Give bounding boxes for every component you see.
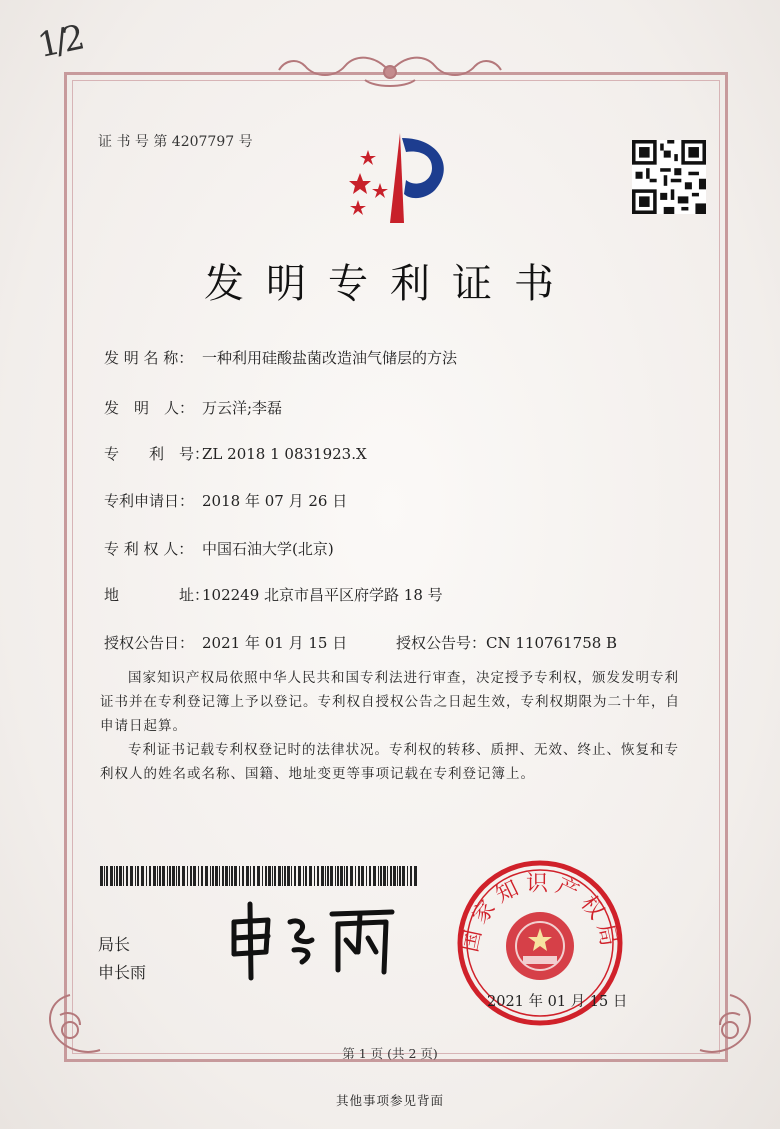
barcode-bar (157, 866, 158, 886)
address-label: 地 址： (104, 586, 210, 604)
barcode-bar (106, 866, 108, 886)
barcode-bar (309, 866, 312, 886)
barcode-bar (298, 866, 301, 886)
patent-number-field (104, 443, 367, 464)
barcode-bar (193, 866, 196, 886)
barcode-bar (250, 866, 251, 886)
barcode-bar (390, 866, 392, 886)
barcode-bar (146, 866, 147, 886)
barcode-bar (305, 866, 307, 886)
director-name: 申长雨 (98, 963, 147, 982)
barcode-bar (268, 866, 271, 886)
barcode-bar (116, 866, 118, 886)
barcode-bar (407, 866, 408, 886)
barcode-bar (137, 866, 139, 886)
invention-name-label: 发 明 名 称： (104, 349, 194, 367)
top-ornament-icon (275, 52, 505, 92)
barcode-bar (234, 866, 237, 886)
barcode-bar (176, 866, 177, 886)
barcode-bar (104, 866, 105, 886)
barcode-bar (380, 866, 382, 886)
grant-date-label: 授权公告日： (104, 634, 195, 652)
barcode-bar (397, 866, 398, 886)
barcode-bar (393, 866, 396, 886)
filing-date-field (104, 490, 347, 511)
address-value: 102249 北京市昌平区府学路 18 号 (202, 586, 443, 604)
barcode-bar (246, 866, 249, 886)
barcode-bar (172, 866, 175, 886)
barcode-bar (187, 866, 188, 886)
filing-date-value: 2018 年 07 月 26 日 (202, 492, 348, 510)
barcode-bar (327, 866, 329, 886)
barcode-bar (346, 866, 348, 886)
barcode-bar (284, 866, 286, 886)
svg-text:国家知识产权局 (458, 871, 622, 954)
patentee-value: 中国石油大学(北京) (202, 540, 334, 558)
barcode-bar (169, 866, 171, 886)
inventor-value: 万云洋;李磊 (202, 399, 283, 417)
barcode-bar (242, 866, 244, 886)
barcode-bar (410, 866, 412, 886)
barcode-bar (178, 866, 180, 886)
barcode-bar (321, 866, 324, 886)
barcode-bar (369, 866, 371, 886)
grant-number-field (396, 632, 617, 653)
barcode-bar (303, 866, 304, 886)
barcode-bar (373, 866, 376, 886)
barcode-bar (167, 866, 168, 886)
inventor-label: 发 明 人： (104, 399, 195, 417)
barcode-bar (149, 866, 151, 886)
barcode-bar (366, 866, 367, 886)
barcode-bar (317, 866, 319, 886)
barcode-bar (114, 866, 115, 886)
patent-number-label: 专 利 号： (104, 445, 210, 463)
grant-date-value: 2021 年 01 月 15 日 (202, 634, 348, 652)
barcode-bar (210, 866, 211, 886)
barcode-bar (130, 866, 133, 886)
barcode-bar (291, 866, 292, 886)
barcode-bar (402, 866, 405, 886)
barcode-bar (350, 866, 353, 886)
director-signature-icon (220, 892, 400, 982)
barcode-bar (387, 866, 388, 886)
barcode-bar (229, 866, 230, 886)
barcode-bar (399, 866, 401, 886)
seal-text: 国家知识产权局 (457, 871, 623, 955)
certificate-paragraph-2: 专利证书记载专利权登记时的法律状况。专利权的转移、质押、无效、终止、恢复和专利权人的姓名或名称、国籍、地址变更等事项记载在专利登记簿上。 (100, 742, 679, 782)
patent-number-value: ZL 2018 1 0831923.X (202, 445, 367, 463)
barcode-bar (414, 866, 417, 886)
barcode-bar (212, 866, 214, 886)
barcode-bar (123, 866, 124, 886)
seal-date: 2021 年 01 月 15 日 (487, 994, 628, 1010)
barcode-bar (265, 866, 267, 886)
barcode-bar (378, 866, 379, 886)
barcode-bar (222, 866, 224, 886)
patentee-field (104, 538, 334, 559)
back-note: 其他事项参见背面 (335, 1093, 444, 1108)
barcode-bar (215, 866, 218, 886)
patentee-label: 专 利 权 人： (104, 540, 194, 558)
barcode-bar (135, 866, 136, 886)
barcode-bar (257, 866, 260, 886)
barcode-bar (225, 866, 228, 886)
barcode-bar (344, 866, 345, 886)
barcode-bar (314, 866, 315, 886)
barcode-bar (110, 866, 113, 886)
grant-number-label: 授权公告号： (396, 634, 487, 652)
barcode-bar (141, 866, 144, 886)
barcode-bar (325, 866, 326, 886)
qr-code-icon (632, 140, 706, 214)
address-field (104, 584, 443, 605)
barcode-bar (358, 866, 360, 886)
barcode-icon (100, 866, 420, 886)
invention-name-value: 一种利用硅酸盐菌改造油气储层的方法 (202, 349, 458, 367)
certificate-title: 发明专利证书 (204, 261, 576, 307)
barcode-bar (262, 866, 263, 886)
barcode-bar (340, 866, 343, 886)
barcode-bar (201, 866, 203, 886)
handwritten-page-note: 1/2 (34, 17, 85, 67)
certificate-number: 证 书 号 第 4207797 号 (98, 134, 253, 150)
director-title: 局长 (98, 935, 131, 954)
grant-date-field (104, 632, 347, 653)
barcode-bar (198, 866, 199, 886)
barcode-bar (219, 866, 220, 886)
page-indicator: 第 1 页 (共 2 页) (342, 1046, 438, 1061)
filing-date-label: 专利申请日： (104, 492, 195, 510)
barcode-bar (361, 866, 364, 886)
barcode-bar (231, 866, 233, 886)
barcode-bar (159, 866, 161, 886)
barcode-bar (162, 866, 165, 886)
barcode-bar (274, 866, 276, 886)
barcode-bar (337, 866, 339, 886)
barcode-bar (335, 866, 336, 886)
barcode-bar (126, 866, 128, 886)
barcode-bar (182, 866, 185, 886)
barcode-bar (282, 866, 283, 886)
cnipa-logo-icon (340, 128, 460, 228)
barcode-bar (239, 866, 240, 886)
barcode-bar (272, 866, 273, 886)
barcode-bar (253, 866, 255, 886)
barcode-bar (153, 866, 156, 886)
barcode-bar (205, 866, 208, 886)
barcode-bar (330, 866, 333, 886)
barcode-bar (119, 866, 122, 886)
barcode-bar (287, 866, 290, 886)
barcode-bar (100, 866, 103, 886)
grant-number-value: CN 110761758 B (486, 634, 618, 652)
barcode-bar (383, 866, 386, 886)
barcode-bar (190, 866, 192, 886)
barcode-bar (278, 866, 281, 886)
inventor-field (104, 397, 282, 418)
invention-name-field (104, 347, 457, 368)
certificate-paragraph-1: 国家知识产权局依照中华人民共和国专利法进行审查，决定授予专利权，颁发发明专利证书并在专利登记簿上予以登记。专利权自授权公告之日起生效，专利权期限为二十年，自申请日起算。 (100, 670, 680, 734)
barcode-bar (355, 866, 356, 886)
barcode-bar (294, 866, 296, 886)
